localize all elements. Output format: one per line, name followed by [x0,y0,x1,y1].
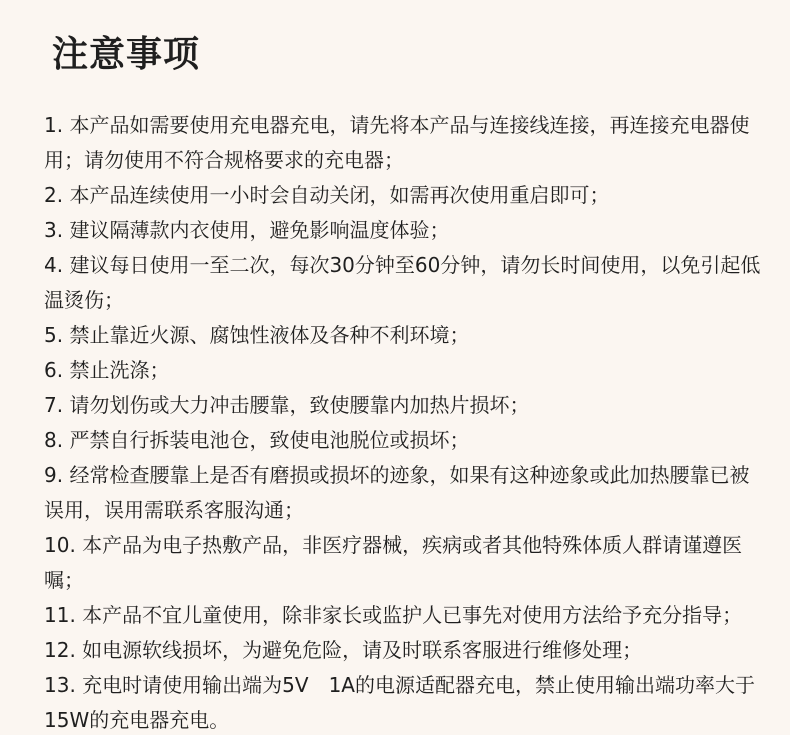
notice-item-4: 4. 建议每日使用一至二次，每次30分钟至60分钟，请勿长时间使用，以免引起低温烫伤； [44,253,761,312]
notice-item-9: 9. 经常检查腰靠上是否有磨损或损坏的迹象，如果有这种迹象或此加热腰靠已被误用，误用需联系客服沟通； [44,463,750,522]
notice-item-3: 3. 建议隔薄款内衣使用，避免影响温度体验； [44,218,450,242]
notice-item-7: 7. 请勿划伤或大力冲击腰靠，致使腰靠内加热片损坏； [44,393,530,417]
notice-item-12: 12. 如电源软线损坏，为避免危险，请及时联系客服进行维修处理； [44,638,643,662]
notice-item-5: 5. 禁止靠近火源、腐蚀性液体及各种不利环境； [44,323,470,347]
notice-item-13: 13. 充电时请使用输出端为5V 1A的电源适配器充电，禁止使用输出端功率大于15W的充电器充电。 [44,673,755,732]
notice-item-8: 8. 严禁自行拆装电池仓，致使电池脱位或损坏； [44,428,470,452]
notice-item-6: 6. 禁止洗涤； [44,358,170,382]
notice-item-11: 11. 本产品不宜儿童使用，除非家长或监护人已事先对使用方法给予充分指导； [44,603,743,627]
notice-item-2: 2. 本产品连续使用一小时会自动关闭，如需再次使用重启即可； [44,183,610,207]
notice-item-10: 10. 本产品为电子热敷产品，非医疗器械，疾病或者其他特殊体质人群请谨遵医嘱； [44,533,743,592]
page-title: 注意事项 [52,34,201,75]
notice-list [44,108,764,735]
notice-item-1: 1. 本产品如需要使用充电器充电，请先将本产品与连接线连接，再连接充电器使用；请勿使用不符合规格要求的充电器； [44,113,750,172]
